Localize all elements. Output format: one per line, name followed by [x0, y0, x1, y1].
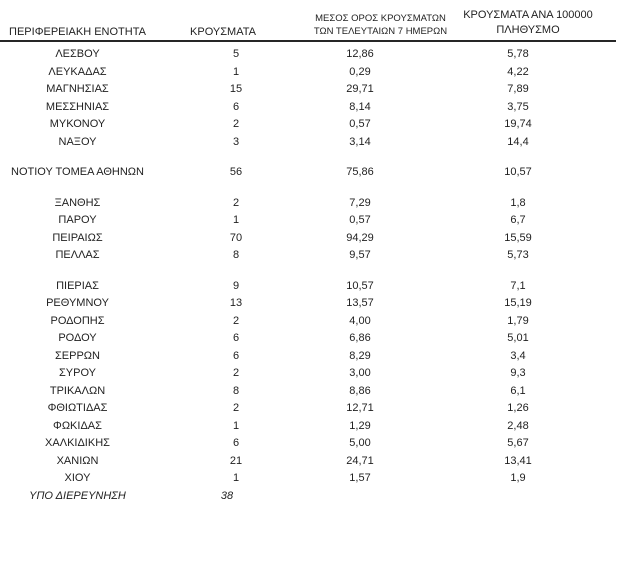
- cases-cell: 1: [232, 214, 240, 226]
- region-cell: ΡΟΔΟΥ: [58, 332, 97, 344]
- cases-cell: 1: [232, 419, 240, 432]
- region-cell: ΛΕΣΒΟΥ: [55, 48, 100, 60]
- region-cell: ΥΠΟ ΔΙΕΡΕΥΝΗΣΗ: [29, 489, 126, 502]
- table-header-row: [0, 0, 621, 40]
- table-row: [0, 134, 621, 152]
- per100k-cell: 10,57: [504, 166, 532, 178]
- avg7-cell: 0,57: [349, 214, 371, 226]
- cases-cell: 38: [220, 489, 234, 502]
- table-row: [0, 46, 621, 64]
- avg7-cell: 8,29: [349, 349, 371, 362]
- cases-cell: 3: [232, 135, 240, 148]
- region-cell: ΧΑΝΙΩΝ: [56, 454, 99, 467]
- per100k-cell: 5,01: [507, 332, 529, 344]
- avg7-cell: 1,29: [349, 419, 371, 432]
- table-row: [0, 64, 621, 82]
- per100k-cell: 2,48: [507, 419, 529, 432]
- per100k-cell: 6,7: [510, 214, 526, 226]
- avg7-cell: 29,71: [346, 83, 374, 95]
- avg7-cell: 6,86: [349, 332, 371, 344]
- avg7-cell: 24,71: [346, 454, 374, 467]
- avg7-cell: 0,29: [349, 65, 371, 78]
- table-row: [0, 295, 621, 313]
- region-cell: ΠΕΙΡΑΙΩΣ: [52, 231, 103, 244]
- cases-cell: 2: [232, 314, 240, 327]
- per100k-cell: 1,9: [510, 472, 526, 484]
- region-cell: ΛΕΥΚΑΔΑΣ: [48, 65, 107, 78]
- table-row: [0, 164, 621, 182]
- cases-cell: 9: [232, 279, 240, 292]
- cases-cell: 2: [232, 196, 240, 209]
- per100k-cell: 3,4: [510, 349, 526, 362]
- table-row: [0, 488, 621, 506]
- avg7-cell: [318, 488, 402, 506]
- table-row: [0, 195, 621, 213]
- per100k-cell: 5,78: [507, 48, 529, 60]
- region-cell: ΡΕΘΥΜΝΟΥ: [46, 297, 109, 309]
- cases-cell: 1: [232, 65, 240, 78]
- cases-cell: 13: [229, 297, 243, 309]
- avg7-cell: 94,29: [346, 231, 374, 244]
- table-row: [0, 116, 621, 134]
- per100k-cell: 7,1: [510, 279, 526, 292]
- row-group: [0, 46, 621, 151]
- per100k-cell: 1,8: [510, 196, 526, 209]
- row-group: [0, 195, 621, 265]
- region-cell: ΞΑΝΘΗΣ: [54, 196, 101, 209]
- region-cell: ΠΕΛΛΑΣ: [55, 249, 100, 261]
- table-row: [0, 247, 621, 265]
- header-7day-average-line1: ΜΕΣΟΣ ΟΡΟΣ ΚΡΟΥΣΜΑΤΩΝ: [315, 13, 446, 24]
- region-cell: ΣΕΡΡΩΝ: [55, 349, 100, 362]
- per100k-cell: 15,59: [504, 231, 532, 244]
- cases-cell: 6: [232, 100, 240, 113]
- cases-cell: 15: [229, 83, 243, 95]
- header-cases-per-100000-line1: ΚΡΟΥΣΜΑΤΑ ΑΝΑ 100000: [463, 9, 593, 21]
- table-row: [0, 470, 621, 488]
- per100k-cell: 7,89: [507, 83, 529, 95]
- per100k-cell: 5,73: [507, 249, 529, 261]
- avg7-cell: 1,57: [349, 472, 371, 484]
- avg7-cell: 8,14: [349, 100, 371, 113]
- per100k-cell: 6,1: [510, 384, 526, 397]
- cases-cell: 21: [229, 454, 243, 467]
- region-cell: ΦΘΙΩΤΙΔΑΣ: [47, 402, 108, 414]
- cases-cell: 6: [232, 349, 240, 362]
- per100k-cell: 1,79: [507, 314, 529, 327]
- region-cell: ΣΥΡΟΥ: [58, 367, 96, 379]
- per100k-cell: 19,74: [504, 118, 532, 130]
- header-cases: ΚΡΟΥΣΜΑΤΑ: [190, 26, 256, 38]
- per100k-cell: 3,75: [507, 100, 529, 113]
- avg7-cell: 9,57: [349, 249, 371, 261]
- table-row: [0, 400, 621, 418]
- header-cases-per-100000-line2: ΠΛΗΘΥΣΜΟ: [496, 24, 560, 36]
- region-cell: ΧΙΟΥ: [64, 472, 91, 484]
- table-row: [0, 365, 621, 383]
- table-row: [0, 212, 621, 230]
- cases-cell: 56: [229, 166, 243, 178]
- row-group: [0, 278, 621, 506]
- table-row: [0, 435, 621, 453]
- header-cases-per-100000: [437, 8, 619, 38]
- avg7-cell: 12,71: [346, 402, 374, 414]
- table-row: [0, 383, 621, 401]
- header-7day-average-line2: ΤΩΝ ΤΕΛΕΥΤΑΙΩΝ 7 ΗΜΕΡΩΝ: [313, 26, 448, 37]
- table-row: [0, 99, 621, 117]
- region-cell: ΠΑΡΟΥ: [58, 214, 97, 226]
- table-row: [0, 330, 621, 348]
- region-cell: ΜΕΣΣΗΝΙΑΣ: [45, 100, 110, 113]
- cases-cell: 2: [232, 402, 240, 414]
- region-cell: ΝΟΤΙΟΥ ΤΟΜΕΑ ΑΘΗΝΩΝ: [11, 166, 144, 178]
- region-cell: ΤΡΙΚΑΛΩΝ: [49, 384, 106, 397]
- per100k-cell: 13,41: [504, 454, 532, 467]
- per100k-cell: 5,67: [507, 437, 529, 449]
- row-group: [0, 164, 621, 182]
- header-divider-rule: [0, 40, 616, 42]
- table-body: [0, 46, 621, 505]
- avg7-cell: 3,14: [349, 135, 371, 148]
- avg7-cell: 0,57: [349, 118, 371, 130]
- avg7-cell: 12,86: [346, 48, 374, 60]
- per100k-cell: 14,4: [507, 135, 529, 148]
- region-cell: ΦΩΚΙΔΑΣ: [53, 419, 102, 432]
- cases-cell: 8: [232, 249, 240, 261]
- avg7-cell: 3,00: [349, 367, 371, 379]
- header-7day-average: [310, 12, 451, 38]
- per100k-cell: 15,19: [504, 297, 532, 309]
- region-cell: ΜΑΓΝΗΣΙΑΣ: [46, 83, 109, 95]
- cases-cell: 6: [232, 332, 240, 344]
- table-row: [0, 453, 621, 471]
- region-cell: ΧΑΛΚΙΔΙΚΗΣ: [45, 437, 110, 449]
- table-row: [0, 348, 621, 366]
- region-cell: ΝΑΞΟΥ: [58, 135, 97, 148]
- per100k-cell: 4,22: [507, 65, 529, 78]
- table-row: [0, 230, 621, 248]
- table-row: [0, 278, 621, 296]
- per100k-cell: 9,3: [510, 367, 526, 379]
- region-cell: ΜΥΚΟΝΟΥ: [49, 118, 106, 130]
- per100k-cell: [428, 488, 608, 506]
- table-row: [0, 81, 621, 99]
- cases-cell: 2: [232, 118, 240, 130]
- region-cell: ΡΟΔΟΠΗΣ: [50, 314, 105, 327]
- cases-cell: 8: [232, 384, 240, 397]
- cases-cell: 5: [232, 48, 240, 60]
- avg7-cell: 7,29: [349, 196, 371, 209]
- cases-cell: 70: [229, 231, 243, 244]
- per100k-cell: 1,26: [507, 402, 529, 414]
- header-regional-unit: ΠΕΡΙΦΕΡΕΙΑΚΗ ΕΝΟΤΗΤΑ: [9, 26, 146, 38]
- avg7-cell: 8,86: [349, 384, 371, 397]
- cases-cell: 6: [232, 437, 240, 449]
- avg7-cell: 4,00: [349, 314, 371, 327]
- cases-cell: 1: [232, 472, 240, 484]
- avg7-cell: 13,57: [346, 297, 374, 309]
- region-cell: ΠΙΕΡΙΑΣ: [56, 279, 99, 292]
- avg7-cell: 10,57: [346, 279, 374, 292]
- avg7-cell: 5,00: [349, 437, 371, 449]
- cases-cell: 2: [232, 367, 240, 379]
- table-row: [0, 313, 621, 331]
- table-row: [0, 418, 621, 436]
- avg7-cell: 75,86: [346, 166, 374, 178]
